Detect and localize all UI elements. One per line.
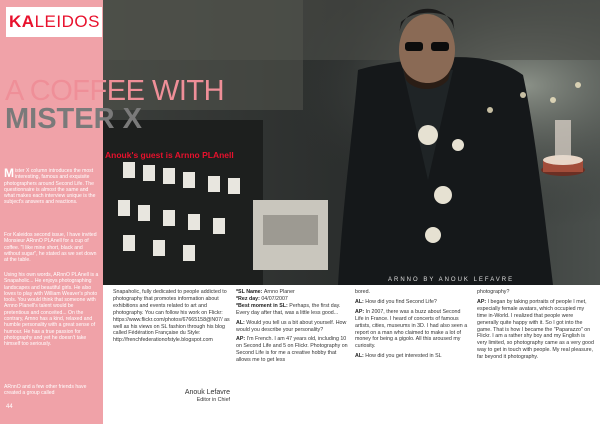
sidebar-paragraph-text: ister X column introduces the most interesting, famous and exquisite photographers around Second Life. The questionnaire is almost the same and what makes each interview unique is the subject's answers and reactions. — [4, 168, 96, 206]
answer: AP: I'm French. I am 47 years old, including 10 on Second Life and 5 on Flickr. Photography on Second Life is for me a creative hobby that allows me to get less — [236, 336, 348, 364]
answer: bored. — [355, 289, 371, 295]
sidebar-paragraph-4: ARnnO and a few other friends have created a group called — [4, 384, 87, 397]
sidebar — [0, 0, 103, 424]
article-column-1 — [113, 289, 231, 347]
article-column-4 — [477, 289, 595, 364]
cover-photo — [103, 0, 600, 285]
page-title-line2: MISTER X — [5, 103, 142, 135]
brand-logo — [6, 7, 102, 37]
question: AL: How did you get interested in SL — [355, 353, 442, 360]
drop-cap: M — [4, 166, 14, 180]
question: photography? — [477, 289, 510, 295]
brand-rest: LEIDOS — [34, 12, 100, 31]
article-column-3 — [355, 289, 470, 363]
brand-ka: KA — [9, 12, 35, 31]
column-text: Snapaholic, fully dedicated to people addicted to photography that promotes information about exhibitions and events related to art and photography. You can follow his work on Flickr: https://www.flickr.com/photos/67665158@N07/ as well as his views on SL fashion through his blog called Fédération Française du Style: http://frenchfederationofstyle.blogspot.com — [113, 289, 230, 344]
photo-illustration — [103, 0, 600, 285]
page-title-line1: A COFFEE WITH — [5, 75, 225, 107]
field-best-moment: *Best moment in SL: Perhaps, the first day. Every day after that, was a little less good... — [236, 302, 341, 316]
sidebar-paragraph-1 — [4, 168, 100, 206]
field-rez-day: *Rez day: 04/07/2007 — [236, 295, 288, 302]
sunglasses-icon — [405, 42, 423, 51]
answer: AP: In 2007, there was a buzz about Second Life in France. I heard of concerts of famous artists, cities, museums in 3D. I had also seen a report on a man who claimed to make a lot of money for being a gigolo. All this aroused my curiosity. — [355, 308, 468, 350]
question: AL: How did you find Second Life? — [355, 298, 437, 305]
photo-credit: ARNNO BY ANOUK LEFAVRE — [388, 277, 515, 283]
field-sl-name: *SL Name: Arnno Planer — [236, 289, 295, 295]
author-name: Anouk Lefavre — [184, 389, 230, 396]
page-number: 44 — [6, 404, 13, 410]
sidebar-paragraph-2: For Kaleidos second issue, I have invited Monsieur ARnnO PLAnell for a cup of coffee. "I like mine short, black and without sugar", he stated as we set down at the table. — [4, 232, 97, 264]
article-column-2 — [236, 289, 348, 367]
question: AL: Would you tell us a bit about yourself. How would you describe your personality? — [236, 319, 347, 333]
author-role: Editor in Chief — [196, 397, 230, 403]
page-subtitle: Anouk's guest is Arnno PLAnell — [105, 150, 234, 160]
sidebar-paragraph-3: Using his own words, ARnnO PLAnell is a Snapaholic... He enjoys photographing landscapes and beautiful girls. He also loves to play with William Weaver's photo tools. You would think that someone with Arnno Planell's talent would be pretentious and conceited... On the contrary, Arnno has a kind, relaxed and humble personality with a great sense of humour. He has a true passion for photography and yet he doesn't take himself too seriously. — [4, 272, 99, 348]
answer: AP: I began by taking portraits of people I met, especially female avatars, which occupied my time in-World. I realized that people were generally quite happy with it. So I got into the game. That is how I became the "Paparazzo" on Flickr. I am a rather shy boy and my English is very limited, so photography came as a very good way to get in touch with people. My real pleasure, far beyond it photography. — [477, 298, 594, 361]
